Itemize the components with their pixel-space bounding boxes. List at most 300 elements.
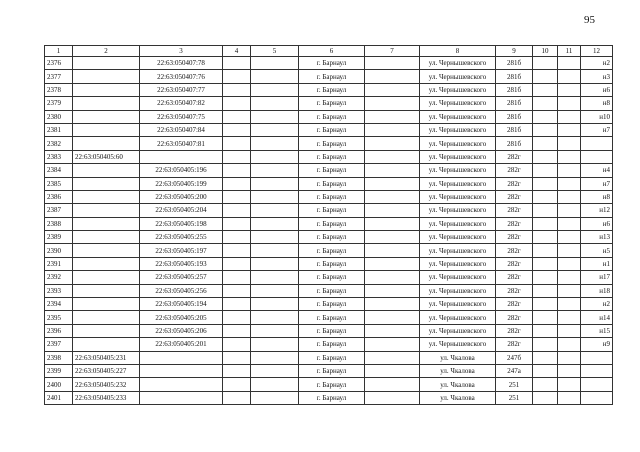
table-cell: 22:63:050407:82: [140, 97, 223, 110]
table-cell: [73, 123, 140, 136]
table-cell: г. Барнаул: [299, 257, 365, 270]
table-cell: 2396: [45, 324, 73, 337]
table-cell: н2: [581, 57, 613, 70]
column-header: 7: [365, 46, 420, 57]
table-cell: 22:63:050405:227: [73, 364, 140, 377]
table-cell: н8: [581, 97, 613, 110]
table-cell: [73, 164, 140, 177]
table-cell: [140, 351, 223, 364]
table-cell: [533, 391, 558, 404]
table-cell: 2387: [45, 204, 73, 217]
table-cell: 281б: [496, 83, 533, 96]
table-row: [45, 137, 613, 150]
table-cell: [223, 177, 251, 190]
table-cell: [558, 311, 581, 324]
table-cell: 281б: [496, 97, 533, 110]
table-cell: [558, 324, 581, 337]
table-cell: [581, 150, 613, 163]
table-cell: г. Барнаул: [299, 284, 365, 297]
table-cell: [73, 57, 140, 70]
table-cell: 2382: [45, 137, 73, 150]
table-cell: [365, 311, 420, 324]
table-cell: 22:63:050405:232: [73, 378, 140, 391]
table-cell: [365, 70, 420, 83]
table-row: [45, 391, 613, 404]
table-cell: ул. Чернышевского: [420, 177, 496, 190]
table-cell: [251, 110, 299, 123]
table-cell: [140, 150, 223, 163]
table-cell: [365, 177, 420, 190]
table-row: [45, 298, 613, 311]
table-cell: [223, 311, 251, 324]
table-cell: [251, 57, 299, 70]
table-cell: 282г: [496, 164, 533, 177]
table-cell: ул. Чернышевского: [420, 137, 496, 150]
table-cell: [73, 231, 140, 244]
column-header: 10: [533, 46, 558, 57]
table-row: [45, 190, 613, 203]
table-cell: [365, 83, 420, 96]
table-cell: 2394: [45, 298, 73, 311]
table-cell: [581, 391, 613, 404]
table-cell: [223, 123, 251, 136]
table-cell: [251, 177, 299, 190]
table-cell: ул. Чкалова: [420, 351, 496, 364]
table-cell: г. Барнаул: [299, 244, 365, 257]
table-cell: г. Барнаул: [299, 217, 365, 230]
table-cell: [533, 110, 558, 123]
table-cell: [223, 70, 251, 83]
table-cell: [558, 217, 581, 230]
table-cell: [558, 70, 581, 83]
table-cell: [581, 351, 613, 364]
table-cell: 22:63:050407:76: [140, 70, 223, 83]
table-cell: [533, 123, 558, 136]
table-row: [45, 123, 613, 136]
table-cell: [365, 351, 420, 364]
table-cell: н1: [581, 257, 613, 270]
table-cell: [558, 351, 581, 364]
table-cell: 2395: [45, 311, 73, 324]
table-cell: г. Барнаул: [299, 311, 365, 324]
table-cell: [251, 257, 299, 270]
table-row: [45, 83, 613, 96]
table-cell: [251, 190, 299, 203]
table-cell: 282г: [496, 217, 533, 230]
table-cell: [558, 164, 581, 177]
table-cell: [365, 231, 420, 244]
table-cell: [73, 204, 140, 217]
table-cell: ул. Чернышевского: [420, 150, 496, 163]
table-cell: [223, 57, 251, 70]
table-row: [45, 57, 613, 70]
table-cell: [558, 257, 581, 270]
table-row: [45, 244, 613, 257]
table-cell: [73, 217, 140, 230]
table-cell: 22:63:050407:75: [140, 110, 223, 123]
table-cell: 2390: [45, 244, 73, 257]
table-cell: 282г: [496, 298, 533, 311]
table-cell: г. Барнаул: [299, 164, 365, 177]
table-cell: ул. Чернышевского: [420, 190, 496, 203]
table-cell: 282г: [496, 311, 533, 324]
table-cell: 281б: [496, 123, 533, 136]
table-cell: н2: [581, 298, 613, 311]
table-cell: 22:63:050405:196: [140, 164, 223, 177]
table-cell: [251, 364, 299, 377]
table-cell: [558, 83, 581, 96]
table-cell: [365, 123, 420, 136]
table-row: [45, 324, 613, 337]
table-cell: [365, 364, 420, 377]
table-cell: г. Барнаул: [299, 364, 365, 377]
column-header: 9: [496, 46, 533, 57]
table-cell: н18: [581, 284, 613, 297]
table-cell: 2391: [45, 257, 73, 270]
table-cell: [533, 190, 558, 203]
table-cell: [223, 137, 251, 150]
table-cell: [533, 83, 558, 96]
table-cell: [365, 57, 420, 70]
table-cell: 282г: [496, 284, 533, 297]
table-cell: 282г: [496, 150, 533, 163]
table-cell: 2385: [45, 177, 73, 190]
column-header: 2: [73, 46, 140, 57]
table-cell: 2386: [45, 190, 73, 203]
table-cell: [223, 231, 251, 244]
table-cell: [251, 391, 299, 404]
table-cell: [73, 338, 140, 351]
table-row: [45, 378, 613, 391]
table-cell: [533, 338, 558, 351]
column-header: 6: [299, 46, 365, 57]
table-cell: г. Барнаул: [299, 391, 365, 404]
table-cell: 2400: [45, 378, 73, 391]
table-cell: [73, 324, 140, 337]
table-cell: [73, 137, 140, 150]
table-cell: 281б: [496, 70, 533, 83]
table-cell: 22:63:050405:206: [140, 324, 223, 337]
table-cell: [533, 311, 558, 324]
table-cell: [223, 97, 251, 110]
table-cell: 2389: [45, 231, 73, 244]
table-cell: [251, 298, 299, 311]
registry-table: [44, 45, 613, 405]
table-cell: [251, 123, 299, 136]
table-cell: ул. Чернышевского: [420, 57, 496, 70]
table-cell: г. Барнаул: [299, 123, 365, 136]
table-cell: 22:63:050407:81: [140, 137, 223, 150]
table-cell: [251, 351, 299, 364]
table-cell: н17: [581, 271, 613, 284]
table-cell: 22:63:050405:194: [140, 298, 223, 311]
table-cell: [365, 324, 420, 337]
table-cell: [533, 257, 558, 270]
table-cell: [365, 257, 420, 270]
table-cell: [581, 364, 613, 377]
table-cell: 2398: [45, 351, 73, 364]
table-cell: 282г: [496, 271, 533, 284]
table-cell: ул. Чернышевского: [420, 298, 496, 311]
table-cell: [558, 97, 581, 110]
table-cell: 2399: [45, 364, 73, 377]
table-cell: [73, 70, 140, 83]
table-cell: ул. Чернышевского: [420, 204, 496, 217]
table-cell: [365, 378, 420, 391]
table-cell: ул. Чернышевского: [420, 271, 496, 284]
table-cell: г. Барнаул: [299, 298, 365, 311]
table-cell: 22:63:050405:60: [73, 150, 140, 163]
table-cell: [73, 271, 140, 284]
table-cell: г. Барнаул: [299, 324, 365, 337]
table-cell: [558, 150, 581, 163]
table-cell: [533, 244, 558, 257]
table-cell: [533, 177, 558, 190]
table-cell: ул. Чернышевского: [420, 70, 496, 83]
table-cell: 281б: [496, 137, 533, 150]
table-cell: [558, 284, 581, 297]
table-cell: ул. Чернышевского: [420, 324, 496, 337]
table-cell: 22:63:050407:77: [140, 83, 223, 96]
table-cell: [223, 338, 251, 351]
table-cell: [365, 298, 420, 311]
table-cell: 22:63:050405:231: [73, 351, 140, 364]
table-cell: [223, 257, 251, 270]
table-cell: 22:63:050407:84: [140, 123, 223, 136]
table-cell: 282г: [496, 244, 533, 257]
table-cell: [251, 217, 299, 230]
table-cell: [558, 231, 581, 244]
table-cell: [223, 110, 251, 123]
table-cell: [251, 311, 299, 324]
table-cell: [558, 190, 581, 203]
table-cell: [73, 177, 140, 190]
table-cell: н5: [581, 244, 613, 257]
table-cell: [365, 391, 420, 404]
table-cell: [365, 338, 420, 351]
table-cell: г. Барнаул: [299, 137, 365, 150]
table-row: [45, 271, 613, 284]
table-cell: ул. Чернышевского: [420, 123, 496, 136]
table-cell: [140, 378, 223, 391]
table-row: [45, 338, 613, 351]
table-header-row: [45, 46, 613, 57]
table-cell: н14: [581, 311, 613, 324]
table-cell: 251: [496, 391, 533, 404]
table-cell: [223, 164, 251, 177]
table-cell: [251, 244, 299, 257]
table-cell: 281б: [496, 110, 533, 123]
table-cell: [365, 97, 420, 110]
table-cell: н6: [581, 83, 613, 96]
table-cell: [223, 150, 251, 163]
table-cell: н12: [581, 204, 613, 217]
table-cell: [251, 83, 299, 96]
table-cell: [223, 378, 251, 391]
table-cell: [533, 378, 558, 391]
table-cell: [223, 271, 251, 284]
table-cell: [251, 284, 299, 297]
table-cell: [558, 57, 581, 70]
table-cell: ул. Чернышевского: [420, 217, 496, 230]
table-cell: [365, 150, 420, 163]
table-cell: 247б: [496, 351, 533, 364]
table-cell: ул. Чернышевского: [420, 110, 496, 123]
table-cell: [365, 217, 420, 230]
table-cell: [558, 244, 581, 257]
table-cell: [251, 97, 299, 110]
table-cell: [223, 364, 251, 377]
table-cell: 2388: [45, 217, 73, 230]
table-cell: [223, 324, 251, 337]
table-cell: [533, 364, 558, 377]
table-cell: г. Барнаул: [299, 150, 365, 163]
table-cell: ул. Чернышевского: [420, 231, 496, 244]
table-cell: 282г: [496, 338, 533, 351]
table-cell: [223, 351, 251, 364]
table-cell: [533, 271, 558, 284]
column-header: 3: [140, 46, 223, 57]
table-cell: [223, 284, 251, 297]
table-cell: [558, 378, 581, 391]
table-cell: 22:63:050405:205: [140, 311, 223, 324]
table-cell: 282г: [496, 204, 533, 217]
table-cell: 282г: [496, 190, 533, 203]
table-row: [45, 150, 613, 163]
table-row: [45, 217, 613, 230]
table-cell: [533, 150, 558, 163]
table-cell: [251, 324, 299, 337]
table-row: [45, 284, 613, 297]
table-cell: 22:63:050405:204: [140, 204, 223, 217]
registry-table-body: [45, 46, 613, 405]
table-cell: [533, 324, 558, 337]
table-cell: ул. Чернышевского: [420, 311, 496, 324]
table-cell: 22:63:050405:198: [140, 217, 223, 230]
column-header: 8: [420, 46, 496, 57]
table-cell: 2397: [45, 338, 73, 351]
table-cell: 2384: [45, 164, 73, 177]
table-cell: [365, 271, 420, 284]
table-cell: 22:63:050405:199: [140, 177, 223, 190]
table-cell: ул. Чкалова: [420, 378, 496, 391]
table-row: [45, 177, 613, 190]
table-cell: ул. Чернышевского: [420, 338, 496, 351]
table-cell: [558, 271, 581, 284]
table-cell: [558, 391, 581, 404]
table-row: [45, 97, 613, 110]
table-cell: ул. Чернышевского: [420, 164, 496, 177]
table-cell: н7: [581, 123, 613, 136]
table-cell: [223, 391, 251, 404]
table-cell: [533, 137, 558, 150]
table-cell: г. Барнаул: [299, 97, 365, 110]
table-cell: [73, 110, 140, 123]
table-cell: [533, 217, 558, 230]
table-cell: ул. Чкалова: [420, 364, 496, 377]
table-cell: [140, 364, 223, 377]
table-cell: 22:63:050405:255: [140, 231, 223, 244]
table-cell: ул. Чкалова: [420, 391, 496, 404]
table-cell: 247а: [496, 364, 533, 377]
table-cell: [581, 378, 613, 391]
table-cell: 2393: [45, 284, 73, 297]
table-cell: 22:63:050405:201: [140, 338, 223, 351]
table-cell: [558, 204, 581, 217]
table-cell: 22:63:050407:78: [140, 57, 223, 70]
table-cell: [533, 70, 558, 83]
column-header: 11: [558, 46, 581, 57]
table-cell: 281б: [496, 57, 533, 70]
table-cell: [558, 123, 581, 136]
table-cell: г. Барнаул: [299, 378, 365, 391]
column-header: 1: [45, 46, 73, 57]
column-header: 5: [251, 46, 299, 57]
table-cell: 282г: [496, 324, 533, 337]
table-cell: [251, 378, 299, 391]
table-cell: 22:63:050405:233: [73, 391, 140, 404]
table-cell: [223, 190, 251, 203]
table-cell: [251, 338, 299, 351]
table-cell: [533, 284, 558, 297]
table-cell: [73, 244, 140, 257]
table-cell: [73, 97, 140, 110]
table-cell: г. Барнаул: [299, 204, 365, 217]
table-row: [45, 231, 613, 244]
table-cell: [533, 164, 558, 177]
table-cell: н4: [581, 164, 613, 177]
table-cell: [581, 137, 613, 150]
table-cell: [73, 311, 140, 324]
table-cell: [223, 244, 251, 257]
table-cell: н7: [581, 177, 613, 190]
table-cell: 2376: [45, 57, 73, 70]
table-row: [45, 164, 613, 177]
table-cell: [251, 70, 299, 83]
table-cell: [251, 271, 299, 284]
table-cell: 2381: [45, 123, 73, 136]
table-cell: н9: [581, 338, 613, 351]
table-cell: г. Барнаул: [299, 231, 365, 244]
column-header: 4: [223, 46, 251, 57]
table-cell: г. Барнаул: [299, 177, 365, 190]
table-cell: [251, 164, 299, 177]
table-cell: н3: [581, 70, 613, 83]
table-cell: 2383: [45, 150, 73, 163]
table-cell: [223, 83, 251, 96]
table-cell: 22:63:050405:197: [140, 244, 223, 257]
table-cell: г. Барнаул: [299, 110, 365, 123]
table-row: [45, 110, 613, 123]
table-cell: [223, 204, 251, 217]
table-cell: [365, 110, 420, 123]
table-cell: [365, 190, 420, 203]
table-cell: 282г: [496, 177, 533, 190]
table-cell: г. Барнаул: [299, 83, 365, 96]
table-cell: [533, 97, 558, 110]
table-cell: г. Барнаул: [299, 70, 365, 83]
table-row: [45, 364, 613, 377]
table-cell: [73, 284, 140, 297]
table-cell: н6: [581, 217, 613, 230]
table-cell: ул. Чернышевского: [420, 244, 496, 257]
table-cell: [533, 298, 558, 311]
table-cell: г. Барнаул: [299, 271, 365, 284]
table-cell: 282г: [496, 257, 533, 270]
table-cell: [558, 137, 581, 150]
table-cell: [73, 83, 140, 96]
table-cell: 2378: [45, 83, 73, 96]
